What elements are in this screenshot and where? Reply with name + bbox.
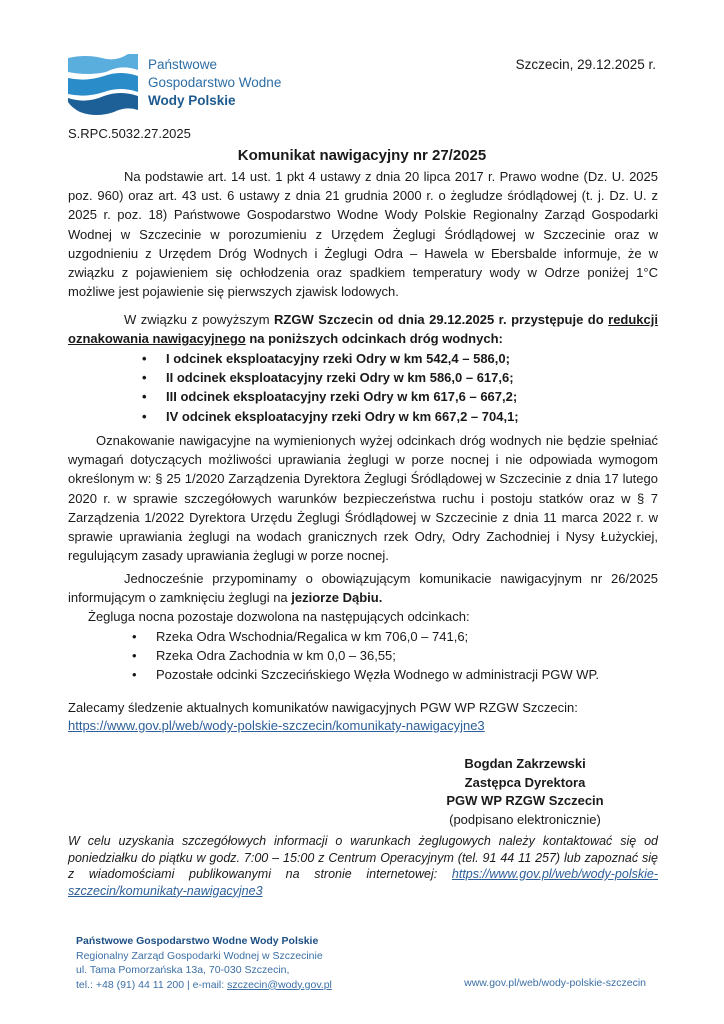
footer-address bbox=[76, 934, 332, 992]
recommendation-text: Zalecamy śledzenie aktualnych komunikatów nawigacyjnych PGW WP RZGW Szczecin: bbox=[68, 700, 578, 715]
reference-number: S.RPC.5032.27.2025 bbox=[68, 126, 191, 141]
contact-note-link[interactable]: https://www.gov.pl/web/wody-polskie-szczecin/komunikaty-nawigacyjne3 bbox=[68, 867, 658, 898]
list-item: • II odcinek eksploatacyjny rzeki Odry w km 586,0 – 617,6; bbox=[138, 368, 519, 387]
list-item: • IV odcinek eksploatacyjny rzeki Odry w km 667,2 – 704,1; bbox=[138, 407, 519, 426]
recommendation-link[interactable]: https://www.gov.pl/web/wody-polskie-szczecin/komunikaty-nawigacyjne3 bbox=[68, 718, 485, 733]
signatory-org: PGW WP RZGW Szczecin bbox=[446, 793, 604, 808]
place-date: Szczecin, 29.12.2025 r. bbox=[515, 57, 656, 72]
footer-street: ul. Tama Pomorzańska 13a, 70-030 Szczecin, bbox=[76, 964, 290, 976]
signatory-position: Zastępca Dyrektora bbox=[464, 774, 586, 790]
list-item: • I odcinek eksploatacyjny rzeki Odry w km 542,4 – 586,0; bbox=[138, 349, 519, 368]
footer-email-link[interactable]: szczecin@wody.gov.pl bbox=[227, 978, 332, 991]
reduction-intro: W związku z powyższym bbox=[124, 312, 275, 327]
list-item: • Pozostałe odcinki Szczecińskiego Węzła Wodnego w administracji PGW WP. bbox=[128, 665, 599, 684]
list-item: • III odcinek eksploatacyjny rzeki Odry w km 617,6 – 667,2; bbox=[138, 387, 519, 406]
logo bbox=[66, 52, 306, 116]
night-navigation-text: Żegluga nocna pozostaje dozwolona na następujących odcinkach: bbox=[88, 609, 470, 625]
reduction-bold: RZGW Szczecin od dnia 29.12.2025 r. przystępuje do bbox=[274, 312, 609, 327]
logo-text bbox=[148, 56, 281, 110]
waves-logo-icon bbox=[66, 52, 142, 116]
footer-region: Regionalny Zarząd Gospodarki Wodnej w Szczecinie bbox=[76, 949, 323, 962]
signatory-name: Bogdan Zakrzewski bbox=[464, 756, 586, 771]
paragraph-reduction bbox=[68, 310, 658, 348]
footer-contact bbox=[76, 978, 332, 993]
contact-note-text: W celu uzyskania szczegółowych informacji o warunkach żeglugowych należy kontaktować się od poniedziałku do piątku w godz. 7:00 – 15:00 z Centrum Operacyjnym (tel. 91 44 11 257) lub zapoznać się z wiadomościami publikowanymi na stronie internetowej: bbox=[68, 834, 658, 881]
paragraph-intro bbox=[68, 167, 658, 301]
paragraph-marking bbox=[68, 431, 658, 565]
footer-org: Państwowe Gospodarstwo Wodne Wody Polskie bbox=[76, 935, 319, 947]
contact-note bbox=[68, 833, 658, 899]
paragraph-reminder bbox=[68, 569, 658, 627]
reminder-bold: jeziorze Dąbiu. bbox=[291, 590, 383, 606]
recommendation bbox=[68, 699, 578, 735]
reminder-text: Jednocześnie przypominamy o obowiązującym komunikacie nawigacyjnym nr 26/2025 informującym o zamknięciu żeglugi na bbox=[68, 571, 658, 606]
footer-website[interactable]: www.gov.pl/web/wody-polskie-szczecin bbox=[464, 977, 646, 989]
reduction-sections-list bbox=[138, 349, 519, 426]
list-item: • Rzeka Odra Zachodnia w km 0,0 – 36,55; bbox=[128, 646, 599, 665]
paragraph-intro-text: Na podstawie art. 14 ust. 1 pkt 4 ustawy z dnia 20 lipca 2017 r. Prawo wodne (Dz. U. 2025 poz. 960) oraz art. 43 ust. 6 ustawy z dnia 21 grudnia 2000 r. o żegludze śródlądowej (t. j. Dz. U. z 2025 r. poz. 18) Państwowe Gospodarstwo Wodne Wody Polskie Regionalny Zarząd Gospodarki Wodnej w Szczecinie w porozumieniu z Urzędem Żeglugi Śródlądowej w Szczecinie oraz w uzgodnieniu z Urzędem Dróg Wodnych i Żeglugi Odra – Hawela w Ebersbalde informuje, że w związku z pojawieniem się ochłodzenia oraz spadkiem temperatury wody w Odrze poniżej 1°C możliwe jest pojawienie się pierwszych zjawisk lodowych. bbox=[68, 169, 658, 300]
logo-line-1: Państwowe bbox=[148, 57, 218, 72]
document-title: Komunikat nawigacyjny nr 27/2025 bbox=[237, 147, 487, 164]
night-sections-list bbox=[128, 627, 599, 685]
paragraph-marking-text: Oznakowanie nawigacyjne na wymienionych wyżej odcinkach dróg wodnych nie będzie spełniać wymagań dotyczących możliwości uprawiania żeglugi w porze nocnej i nie odpowiada wymogom określonym w: § 25 1/2020 Zarządzenia Dyrektora Żeglugi Śródlądowej w Szczecinie z dnia 17 lutego 2020 r. w sprawie szczegółowych warunków bezpieczeństwa ruchu i postoju statków oraz w § 7 Zarządzenia 1/2022 Dyrektora Urzędu Żeglugi Śródlądowej w Szczecinie z dnia 11 marca 2022 r. w sprawie uprawiania żeglugi na wodach granicznych rzek Odry, Odry Zachodniej i Nysy Łużyckiej, regulującym zasady uprawiania żeglugi w porze nocnej. bbox=[68, 433, 658, 564]
signature-note: (podpisano elektronicznie) bbox=[449, 811, 601, 827]
reduction-rest: na poniższych odcinkach dróg wodnych: bbox=[245, 331, 503, 347]
reduction-underlined: redukcji oznakowania nawigacyjnego bbox=[68, 312, 658, 347]
signature-block bbox=[400, 755, 650, 829]
list-item: • Rzeka Odra Wschodnia/Regalica w km 706,0 – 741,6; bbox=[128, 627, 599, 646]
footer-phone: tel.: +48 (91) 44 11 200 | e-mail: bbox=[76, 978, 228, 991]
logo-line-3: Wody Polskie bbox=[148, 93, 236, 108]
logo-line-2: Gospodarstwo Wodne bbox=[148, 75, 282, 90]
